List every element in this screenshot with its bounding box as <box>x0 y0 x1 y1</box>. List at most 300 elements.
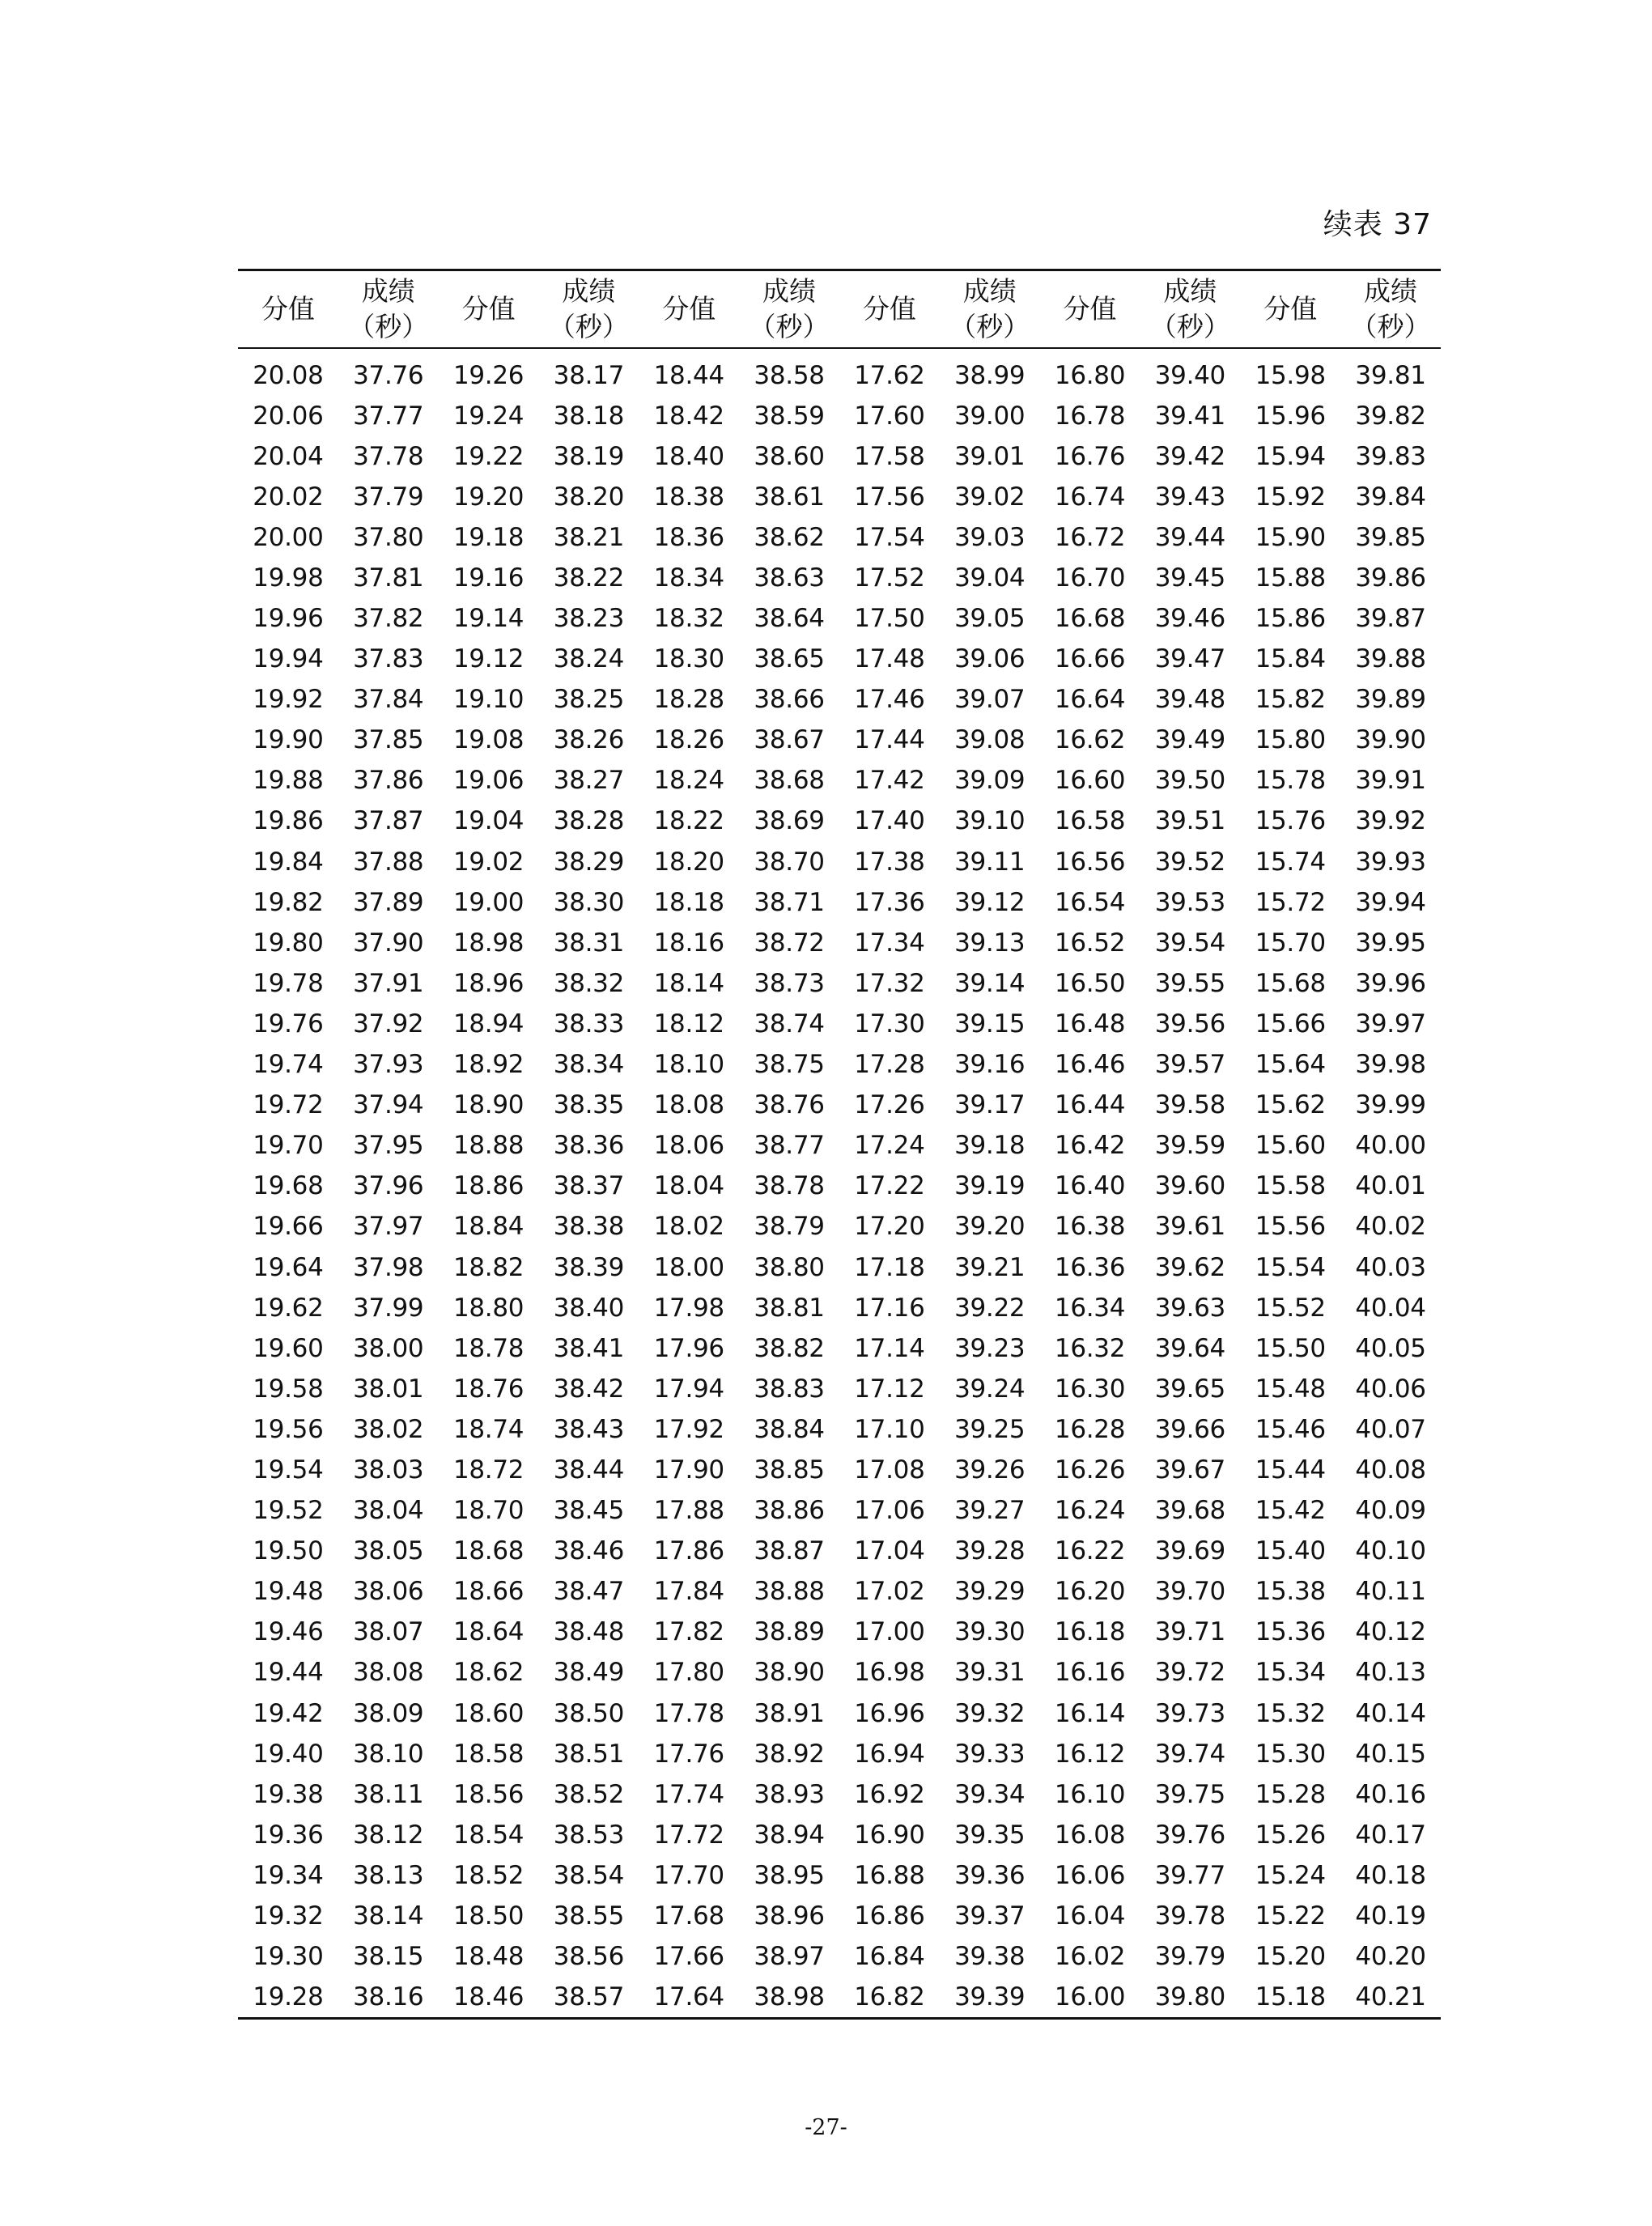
result-cell: 38.93 <box>754 1779 825 1809</box>
result-cell: 39.95 <box>1355 928 1426 958</box>
score-cell: 19.24 <box>452 401 524 431</box>
result-cell: 39.55 <box>1154 968 1225 998</box>
result-cell: 38.15 <box>353 1942 424 1972</box>
score-cell: 17.50 <box>854 604 925 634</box>
result-cell: 38.82 <box>754 1333 825 1363</box>
result-cell: 38.84 <box>754 1414 825 1444</box>
score-cell: 15.48 <box>1255 1374 1326 1404</box>
score-cell: 17.22 <box>854 1171 925 1201</box>
table-row <box>238 1206 1441 1247</box>
score-cell: 17.48 <box>854 644 925 674</box>
header-score <box>639 270 739 348</box>
score-cell: 15.42 <box>1255 1496 1326 1526</box>
score-cell: 16.76 <box>1054 441 1126 471</box>
score-cell: 15.32 <box>1255 1698 1326 1728</box>
result-cell: 39.35 <box>954 1820 1026 1850</box>
score-cell: 16.58 <box>1054 806 1126 836</box>
score-cell: 15.86 <box>1255 604 1326 634</box>
result-cell: 38.92 <box>754 1739 825 1769</box>
score-cell: 17.40 <box>854 806 925 836</box>
score-cell: 19.16 <box>452 563 524 593</box>
score-cell: 18.14 <box>653 968 724 998</box>
score-cell: 18.72 <box>452 1455 524 1485</box>
result-cell: 37.81 <box>353 563 424 593</box>
result-cell: 39.92 <box>1355 806 1426 836</box>
result-cell: 37.87 <box>353 806 424 836</box>
score-cell: 16.72 <box>1054 522 1126 552</box>
score-cell: 15.72 <box>1255 887 1326 917</box>
score-cell: 15.58 <box>1255 1171 1326 1201</box>
result-cell: 39.72 <box>1154 1658 1225 1688</box>
score-cell: 17.28 <box>854 1050 925 1080</box>
result-cell: 39.34 <box>954 1779 1026 1809</box>
score-cell: 19.14 <box>452 604 524 634</box>
result-cell: 38.37 <box>553 1171 625 1201</box>
score-cell: 19.00 <box>452 887 524 917</box>
score-cell: 15.22 <box>1255 1901 1326 1931</box>
score-cell: 19.44 <box>253 1658 324 1688</box>
result-cell: 38.05 <box>353 1536 424 1566</box>
score-cell: 16.14 <box>1054 1698 1126 1728</box>
score-cell: 16.88 <box>854 1860 925 1890</box>
score-cell: 15.38 <box>1255 1577 1326 1607</box>
score-cell: 17.98 <box>653 1293 724 1323</box>
score-cell: 17.36 <box>854 887 925 917</box>
score-cell: 19.32 <box>253 1901 324 1931</box>
result-cell: 39.24 <box>954 1374 1026 1404</box>
header-label: 成绩 <box>361 274 415 307</box>
result-cell: 38.65 <box>754 644 825 674</box>
score-cell: 20.04 <box>253 441 324 471</box>
score-cell: 15.76 <box>1255 806 1326 836</box>
score-cell: 16.82 <box>854 1982 925 2012</box>
result-cell: 38.01 <box>353 1374 424 1404</box>
score-table <box>238 269 1441 2020</box>
result-cell: 39.87 <box>1355 604 1426 634</box>
result-cell: 38.26 <box>553 725 625 755</box>
result-cell: 38.87 <box>754 1536 825 1566</box>
score-cell: 18.36 <box>653 522 724 552</box>
header-score <box>839 270 940 348</box>
score-cell: 15.64 <box>1255 1050 1326 1080</box>
score-cell: 17.64 <box>653 1982 724 2012</box>
result-cell: 39.98 <box>1355 1050 1426 1080</box>
result-cell: 37.84 <box>353 685 424 715</box>
score-cell: 18.10 <box>653 1050 724 1080</box>
result-cell: 39.49 <box>1154 725 1225 755</box>
result-cell: 39.15 <box>954 1009 1026 1039</box>
result-cell: 38.22 <box>553 563 625 593</box>
result-cell: 37.82 <box>353 604 424 634</box>
table-row <box>238 1328 1441 1369</box>
score-cell: 18.20 <box>653 847 724 877</box>
result-cell: 38.33 <box>553 1009 625 1039</box>
result-cell: 38.34 <box>553 1050 625 1080</box>
result-cell: 38.68 <box>754 766 825 796</box>
result-cell: 40.17 <box>1355 1820 1426 1850</box>
result-cell: 38.64 <box>754 604 825 634</box>
result-cell: 39.26 <box>954 1455 1026 1485</box>
result-cell: 38.50 <box>553 1698 625 1728</box>
score-cell: 16.40 <box>1054 1171 1126 1201</box>
score-cell: 19.82 <box>253 887 324 917</box>
result-cell: 39.96 <box>1355 968 1426 998</box>
score-cell: 19.28 <box>253 1982 324 2012</box>
score-cell: 16.08 <box>1054 1820 1126 1850</box>
table-row <box>238 1004 1441 1044</box>
score-cell: 17.94 <box>653 1374 724 1404</box>
result-cell: 40.07 <box>1355 1414 1426 1444</box>
result-cell: 38.61 <box>754 482 825 512</box>
header-label: 成绩 <box>762 274 817 307</box>
table-row <box>238 1288 1441 1328</box>
result-cell: 39.51 <box>1154 806 1225 836</box>
result-cell: 40.11 <box>1355 1577 1426 1607</box>
score-cell: 16.96 <box>854 1698 925 1728</box>
score-cell: 15.26 <box>1255 1820 1326 1850</box>
score-cell: 15.92 <box>1255 482 1326 512</box>
result-cell: 39.57 <box>1154 1050 1225 1080</box>
score-cell: 19.48 <box>253 1577 324 1607</box>
score-cell: 15.36 <box>1255 1617 1326 1647</box>
score-cell: 18.28 <box>653 685 724 715</box>
score-cell: 18.92 <box>452 1050 524 1080</box>
page-number: -27- <box>805 2115 847 2140</box>
score-cell: 17.66 <box>653 1942 724 1972</box>
score-cell: 18.50 <box>452 1901 524 1931</box>
result-cell: 38.02 <box>353 1414 424 1444</box>
result-cell: 38.60 <box>754 441 825 471</box>
header-label: 成绩 <box>562 274 616 307</box>
result-cell: 38.77 <box>754 1131 825 1161</box>
result-cell: 39.36 <box>954 1860 1026 1890</box>
score-cell: 19.74 <box>253 1050 324 1080</box>
score-cell: 19.88 <box>253 766 324 796</box>
score-cell: 17.32 <box>854 968 925 998</box>
score-cell: 15.54 <box>1255 1252 1326 1282</box>
result-cell: 39.41 <box>1154 401 1225 431</box>
score-cell: 16.38 <box>1054 1212 1126 1242</box>
result-cell: 38.76 <box>754 1090 825 1120</box>
result-cell: 39.64 <box>1154 1333 1225 1363</box>
result-cell: 39.70 <box>1154 1577 1225 1607</box>
result-cell: 39.27 <box>954 1496 1026 1526</box>
score-cell: 16.32 <box>1054 1333 1126 1363</box>
table-row <box>238 1531 1441 1571</box>
result-cell: 38.10 <box>353 1739 424 1769</box>
score-cell: 17.78 <box>653 1698 724 1728</box>
score-cell: 19.10 <box>452 685 524 715</box>
score-cell: 16.46 <box>1054 1050 1126 1080</box>
result-cell: 38.32 <box>553 968 625 998</box>
result-cell: 39.00 <box>954 401 1026 431</box>
score-cell: 16.30 <box>1054 1374 1126 1404</box>
score-cell: 18.76 <box>452 1374 524 1404</box>
score-cell: 17.30 <box>854 1009 925 1039</box>
score-cell: 17.62 <box>854 360 925 390</box>
result-cell: 38.43 <box>553 1414 625 1444</box>
result-cell: 39.10 <box>954 806 1026 836</box>
score-cell: 19.76 <box>253 1009 324 1039</box>
result-cell: 38.18 <box>553 401 625 431</box>
result-cell: 38.66 <box>754 685 825 715</box>
table-row <box>238 1450 1441 1490</box>
score-cell: 17.06 <box>854 1496 925 1526</box>
score-cell: 15.52 <box>1255 1293 1326 1323</box>
table-row <box>238 348 1441 396</box>
score-cell: 18.18 <box>653 887 724 917</box>
result-cell: 40.20 <box>1355 1942 1426 1972</box>
result-cell: 39.59 <box>1154 1131 1225 1161</box>
score-cell: 18.90 <box>452 1090 524 1120</box>
score-cell: 15.70 <box>1255 928 1326 958</box>
score-cell: 16.94 <box>854 1739 925 1769</box>
result-cell: 39.68 <box>1154 1496 1225 1526</box>
result-cell: 39.76 <box>1154 1820 1225 1850</box>
score-cell: 19.18 <box>452 522 524 552</box>
score-cell: 17.04 <box>854 1536 925 1566</box>
result-cell: 37.80 <box>353 522 424 552</box>
result-cell: 39.82 <box>1355 401 1426 431</box>
table-row <box>238 1490 1441 1531</box>
result-cell: 39.81 <box>1355 360 1426 390</box>
score-cell: 18.54 <box>452 1820 524 1850</box>
score-cell: 19.78 <box>253 968 324 998</box>
result-cell: 37.94 <box>353 1090 424 1120</box>
score-cell: 15.94 <box>1255 441 1326 471</box>
result-cell: 39.21 <box>954 1252 1026 1282</box>
result-cell: 38.57 <box>553 1982 625 2012</box>
table-row <box>238 679 1441 720</box>
result-cell: 39.05 <box>954 604 1026 634</box>
result-cell: 39.54 <box>1154 928 1225 958</box>
score-cell: 18.78 <box>452 1333 524 1363</box>
result-cell: 38.27 <box>553 766 625 796</box>
score-cell: 17.26 <box>854 1090 925 1120</box>
result-cell: 39.56 <box>1154 1009 1225 1039</box>
score-cell: 18.44 <box>653 360 724 390</box>
score-cell: 19.36 <box>253 1820 324 1850</box>
table-header <box>238 270 1441 348</box>
result-cell: 37.83 <box>353 644 424 674</box>
result-cell: 39.79 <box>1154 1942 1225 1972</box>
result-cell: 39.04 <box>954 563 1026 593</box>
result-cell: 38.30 <box>553 887 625 917</box>
result-cell: 38.75 <box>754 1050 825 1080</box>
score-cell: 19.50 <box>253 1536 324 1566</box>
result-cell: 37.86 <box>353 766 424 796</box>
result-cell: 39.29 <box>954 1577 1026 1607</box>
score-cell: 15.40 <box>1255 1536 1326 1566</box>
header-label: 分值 <box>1263 292 1318 325</box>
result-cell: 39.94 <box>1355 887 1426 917</box>
score-cell: 20.00 <box>253 522 324 552</box>
result-cell: 37.95 <box>353 1131 424 1161</box>
table-row <box>238 1977 1441 2019</box>
table-row <box>238 1247 1441 1287</box>
score-cell: 17.80 <box>653 1658 724 1688</box>
result-cell: 38.74 <box>754 1009 825 1039</box>
result-cell: 38.00 <box>353 1333 424 1363</box>
score-cell: 17.34 <box>854 928 925 958</box>
result-cell: 39.17 <box>954 1090 1026 1120</box>
result-cell: 39.25 <box>954 1414 1026 1444</box>
score-cell: 17.02 <box>854 1577 925 1607</box>
table-row <box>238 436 1441 477</box>
score-cell: 17.08 <box>854 1455 925 1485</box>
score-table-container <box>238 269 1441 2020</box>
result-cell: 39.39 <box>954 1982 1026 2012</box>
score-cell: 17.24 <box>854 1131 925 1161</box>
score-cell: 17.74 <box>653 1779 724 1809</box>
result-cell: 38.45 <box>553 1496 625 1526</box>
score-cell: 16.54 <box>1054 887 1126 917</box>
result-cell: 40.16 <box>1355 1779 1426 1809</box>
score-cell: 17.44 <box>854 725 925 755</box>
score-cell: 18.04 <box>653 1171 724 1201</box>
result-cell: 39.32 <box>954 1698 1026 1728</box>
result-cell: 38.36 <box>553 1131 625 1161</box>
score-cell: 16.04 <box>1054 1901 1126 1931</box>
result-cell: 39.74 <box>1154 1739 1225 1769</box>
score-cell: 16.98 <box>854 1658 925 1688</box>
score-cell: 16.28 <box>1054 1414 1126 1444</box>
score-cell: 16.42 <box>1054 1131 1126 1161</box>
score-cell: 18.88 <box>452 1131 524 1161</box>
result-cell: 37.89 <box>353 887 424 917</box>
result-cell: 38.23 <box>553 604 625 634</box>
result-cell: 38.40 <box>553 1293 625 1323</box>
table-row <box>238 477 1441 517</box>
score-cell: 16.16 <box>1054 1658 1126 1688</box>
result-cell: 37.78 <box>353 441 424 471</box>
result-cell: 37.85 <box>353 725 424 755</box>
table-row <box>238 1409 1441 1450</box>
header-label: 成绩 <box>1163 274 1217 307</box>
score-cell: 20.08 <box>253 360 324 390</box>
score-cell: 15.20 <box>1255 1942 1326 1972</box>
result-cell: 38.44 <box>553 1455 625 1485</box>
score-cell: 17.58 <box>854 441 925 471</box>
result-cell: 38.55 <box>553 1901 625 1931</box>
score-cell: 15.68 <box>1255 968 1326 998</box>
result-cell: 39.99 <box>1355 1090 1426 1120</box>
score-cell: 16.92 <box>854 1779 925 1809</box>
result-cell: 38.94 <box>754 1820 825 1850</box>
score-cell: 16.78 <box>1054 401 1126 431</box>
result-cell: 39.20 <box>954 1212 1026 1242</box>
score-cell: 19.84 <box>253 847 324 877</box>
score-cell: 19.38 <box>253 1779 324 1809</box>
result-cell: 39.33 <box>954 1739 1026 1769</box>
score-cell: 16.62 <box>1054 725 1126 755</box>
score-cell: 18.56 <box>452 1779 524 1809</box>
header-score <box>1040 270 1140 348</box>
score-cell: 19.68 <box>253 1171 324 1201</box>
result-cell: 38.72 <box>754 928 825 958</box>
score-cell: 19.20 <box>452 482 524 512</box>
header-unit: （秒） <box>548 310 629 342</box>
header-unit: （秒） <box>749 310 830 342</box>
result-cell: 39.18 <box>954 1131 1026 1161</box>
result-cell: 38.13 <box>353 1860 424 1890</box>
table-row <box>238 639 1441 679</box>
result-cell: 39.91 <box>1355 766 1426 796</box>
result-cell: 39.84 <box>1355 482 1426 512</box>
table-row <box>238 1369 1441 1409</box>
score-cell: 15.90 <box>1255 522 1326 552</box>
score-cell: 17.46 <box>854 685 925 715</box>
result-cell: 38.73 <box>754 968 825 998</box>
score-cell: 16.84 <box>854 1942 925 1972</box>
result-cell: 37.92 <box>353 1009 424 1039</box>
score-cell: 16.50 <box>1054 968 1126 998</box>
result-cell: 38.12 <box>353 1820 424 1850</box>
result-cell: 38.31 <box>553 928 625 958</box>
result-cell: 38.63 <box>754 563 825 593</box>
result-cell: 39.73 <box>1154 1698 1225 1728</box>
result-cell: 39.65 <box>1154 1374 1225 1404</box>
result-cell: 39.07 <box>954 685 1026 715</box>
score-cell: 19.62 <box>253 1293 324 1323</box>
result-cell: 39.50 <box>1154 766 1225 796</box>
result-cell: 39.02 <box>954 482 1026 512</box>
result-cell: 38.81 <box>754 1293 825 1323</box>
header-unit: （秒） <box>949 310 1030 342</box>
result-cell: 38.24 <box>553 644 625 674</box>
score-cell: 17.20 <box>854 1212 925 1242</box>
result-cell: 40.14 <box>1355 1698 1426 1728</box>
result-cell: 38.58 <box>754 360 825 390</box>
result-cell: 40.18 <box>1355 1860 1426 1890</box>
score-cell: 15.44 <box>1255 1455 1326 1485</box>
score-cell: 16.74 <box>1054 482 1126 512</box>
score-cell: 18.24 <box>653 766 724 796</box>
result-cell: 38.07 <box>353 1617 424 1647</box>
score-cell: 18.08 <box>653 1090 724 1120</box>
result-cell: 39.85 <box>1355 522 1426 552</box>
result-cell: 40.19 <box>1355 1901 1426 1931</box>
score-cell: 17.68 <box>653 1901 724 1931</box>
result-cell: 39.22 <box>954 1293 1026 1323</box>
score-cell: 16.12 <box>1054 1739 1126 1769</box>
result-cell: 40.10 <box>1355 1536 1426 1566</box>
score-cell: 16.68 <box>1054 604 1126 634</box>
score-cell: 17.10 <box>854 1414 925 1444</box>
result-cell: 39.45 <box>1154 563 1225 593</box>
result-cell: 40.01 <box>1355 1171 1426 1201</box>
result-cell: 39.03 <box>954 522 1026 552</box>
header-row <box>238 270 1441 348</box>
result-cell: 40.12 <box>1355 1617 1426 1647</box>
result-cell: 40.02 <box>1355 1212 1426 1242</box>
result-cell: 38.09 <box>353 1698 424 1728</box>
result-cell: 39.58 <box>1154 1090 1225 1120</box>
score-cell: 15.30 <box>1255 1739 1326 1769</box>
score-cell: 16.34 <box>1054 1293 1126 1323</box>
score-cell: 19.58 <box>253 1374 324 1404</box>
score-cell: 15.28 <box>1255 1779 1326 1809</box>
result-cell: 37.96 <box>353 1171 424 1201</box>
score-cell: 19.02 <box>452 847 524 877</box>
score-cell: 18.82 <box>452 1252 524 1282</box>
score-cell: 19.56 <box>253 1414 324 1444</box>
result-cell: 38.83 <box>754 1374 825 1404</box>
header-unit: （秒） <box>348 310 429 342</box>
result-cell: 38.29 <box>553 847 625 877</box>
score-cell: 19.98 <box>253 563 324 593</box>
result-cell: 38.78 <box>754 1171 825 1201</box>
